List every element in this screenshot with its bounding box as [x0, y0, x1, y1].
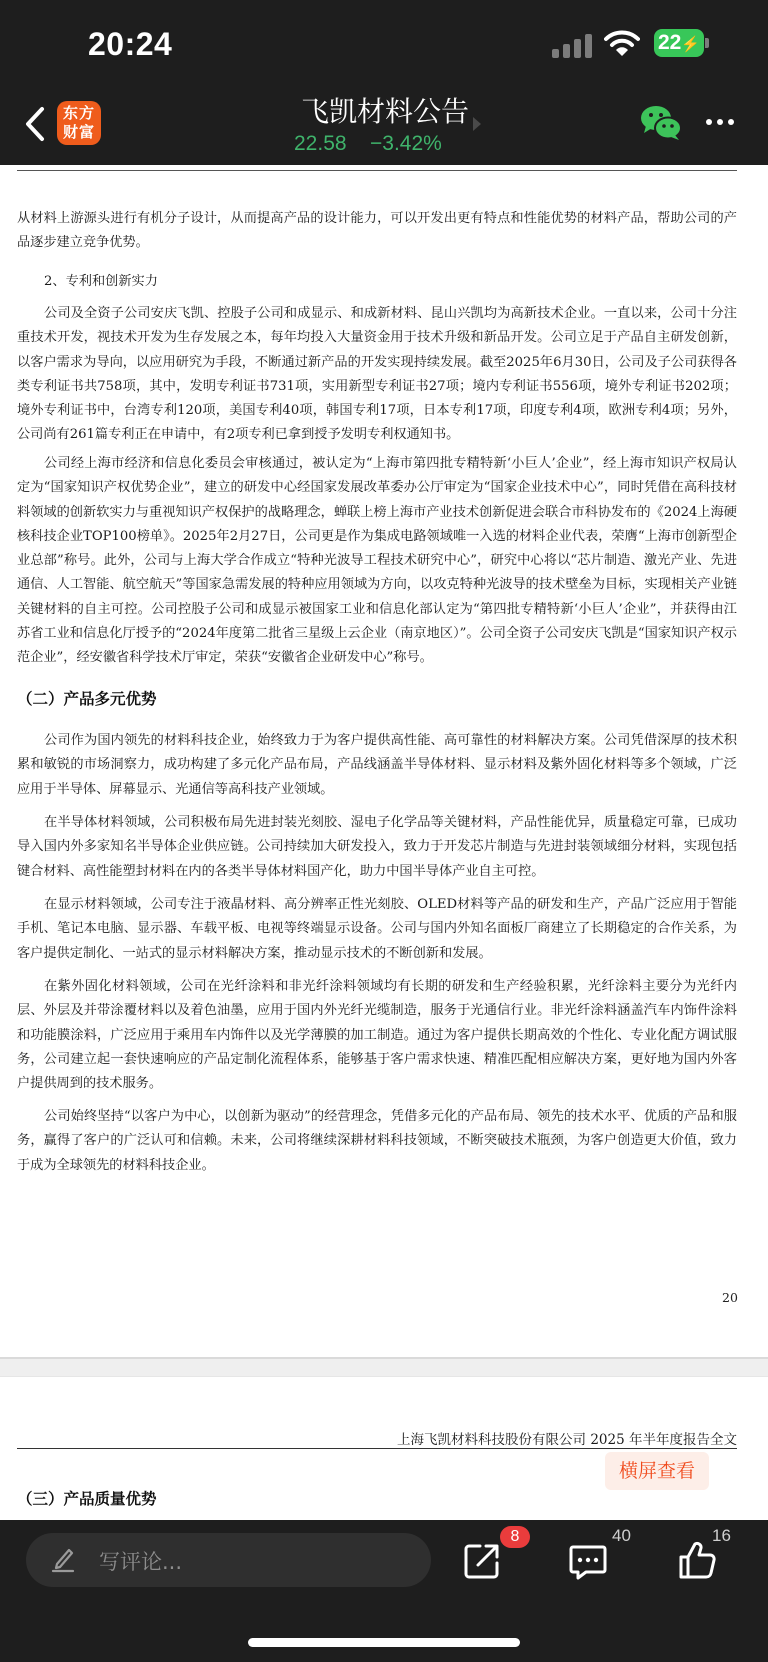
stock-change: −3.42% — [370, 132, 442, 155]
paragraph: 公司始终坚持“以客户为中心，以创新为驱动”的经营理念，凭借多元化的产品布局、领先的技术水平、优质的产品和服务，赢得了客户的广泛认可和信赖。未来，公司将继续深耕材料科技领域，不断突破技术瓶颈，为客户创造更大价值，致力于成为全球领先的材料科技企业。 — [17, 1109, 737, 1173]
share-icon[interactable] — [462, 1541, 502, 1581]
page-divider — [0, 1357, 768, 1377]
paragraph: 公司经上海市经济和信息化委员会审核通过，被认定为“上海市第四批专精特新‘小巨人’企业”，经上海市知识产权局认定为“国家知识产权优势企业”，建立的研发中心经国家发展改革委办公厅审定为“国家企业技术中心”，同时凭借在高科技材料领域的创新软实力与重视知识产权保护的战略理念，蝉联上榜上海市产业技术创新促进会联合市科协发布的《2024上海硬核科技企业TOP100榜单》。2025年2月27日，公司更是作为集成电路领域唯一入选的材料企业代表，荣膺“上海市创新型企业总部”称号。此外，公司与上海大学合作成立“特种光波导工程技术研究中心”，研究中心将以“芯片制造、激光产业、先进通信、人工智能、航空航天”等国家急需发展的特种应用领域为方向，以攻克特种光波导的技术壁垒为目标，实现相关产业链关键材料的自主可控。公司控股子公司和成显示被国家工业和信息化部认定为“第四批专精特新‘小巨人’企业”，并获得由江苏省工业和信息化厅授予的“2024年度第二批省三星级上云企业（南京地区）”。公司全资子公司安庆飞凯是“国家知识产权示范企业”，经安徽省科学技术厅审定，荣获“安徽省企业研发中心”称号。 — [17, 456, 737, 666]
paragraph: 在紫外固化材料领域，公司在光纤涂料和非光纤涂料领域均有长期的研发和生产经验积累，光纤涂料主要分为光纤内层、外层及并带涂覆材料以及着色油墨，应用于国内外光纤光缆制造，服务于光通信行业。非光纤涂料涵盖汽车内饰件涂料和功能膜涂料，广泛应用于乘用车内饰件以及光学薄膜的加工制造。通过为客户提供长期高效的个性化、专业化配方调试服务，公司建立起一套快速响应的产品定制化流程体系，能够基于客户需求快速、精准匹配相应解决方案，更好地为国内外客户提供周到的技术服务。 — [17, 979, 737, 1092]
battery-tip — [705, 38, 709, 48]
wechat-icon[interactable] — [640, 104, 682, 142]
landscape-view-button[interactable]: 横屏查看 — [605, 1452, 709, 1490]
comment-count: 40 — [612, 1526, 631, 1545]
paragraph: 从材料上游源头进行有机分子设计，从而提高产品的设计能力，可以开发出更有特点和性能优势的材料产品，帮助公司的产品逐步建立竞争优势。 — [17, 211, 737, 251]
share-badge: 8 — [500, 1526, 530, 1548]
wifi-icon — [604, 28, 640, 58]
status-time: 20:24 — [88, 26, 173, 62]
paragraph: 在显示材料领域，公司专注于液晶材料、高分辨率正性光刻胶、OLED材料等产品的研发和生产，产品广泛应用于智能手机、笔记本电脑、显示器、车载平板、电视等终端显示设备。公司与国内外知名面板厂商建立了长期稳定的合作关系，为客户提供定制化、一站式的显示材料解决方案，推动显示技术的不断创新和发展。 — [17, 897, 737, 961]
paragraph: 公司作为国内领先的材料科技企业，始终致力于为客户提供高性能、高可靠性的材料解决方案。公司凭借深厚的技术积累和敏锐的市场洞察力，成功构建了多元化产品布局，产品线涵盖半导体材料、显示材料及紫外固化材料等多个领域，广泛应用于半导体、屏幕显示、光通信等高科技产业领域。 — [17, 733, 737, 797]
section-subheading: 2、专利和创新实力 — [44, 274, 158, 289]
page-header-rule — [17, 170, 737, 171]
comment-input[interactable] — [26, 1533, 431, 1587]
page-number: 20 — [722, 1290, 738, 1305]
thumbs-up-icon[interactable] — [678, 1540, 716, 1580]
title-arrow-icon[interactable] — [473, 117, 481, 131]
paragraph: 公司及全资子公司安庆飞凯、控股子公司和成显示、和成新材料、昆山兴凯均为高新技术企业。一直以来，公司十分注重技术开发，视技术开发为生存发展之本，每年均投入大量资金用于技术升级和新品开发。公司立足于产品自主研发创新，以客户需求为导向，以应用研究为手段，不断通过新产品的开发实现持续发展。截至2025年6月30日，公司及子公司获得各类专利证书共758项，其中，发明专利证书731项，实用新型专利证书27项；境内专利证书556项，境外专利证书202项；境外专利证书中，台湾专利120项，美国专利40项，韩国专利17项，日本专利17项，印度专利4项，欧洲专利4项；另外，公司尚有261篇专利正在申请中，有2项专利已拿到授予发明专利权通知书。 — [17, 306, 737, 443]
stock-price: 22.58 — [294, 132, 347, 155]
home-indicator[interactable] — [248, 1638, 520, 1647]
logo-line-2: 财富 — [62, 123, 95, 141]
app-logo[interactable] — [57, 101, 101, 145]
pen-icon — [50, 1545, 76, 1573]
page-header-rule — [17, 1448, 737, 1449]
logo-line-1: 东方 — [62, 104, 95, 122]
paragraph: 在半导体材料领域，公司积极布局先进封装光刻胶、湿电子化学品等关键材料，产品性能优异，质量稳定可靠，已成功导入国内外多家知名半导体企业供应链。公司持续加大研发投入，致力于开发芯片制造与先进封装领域细分材料，实现包括键合材料、高性能塑封材料在内的各类半导体材料国产化，助力中国半导体产业自主可控。 — [17, 815, 737, 879]
section-heading: （二）产品多元优势 — [17, 690, 157, 708]
battery-level: 22 — [658, 31, 682, 54]
top-bar — [0, 0, 768, 165]
battery-indicator: 22⚡ — [654, 29, 704, 57]
section-heading: （三）产品质量优势 — [17, 1490, 157, 1508]
comment-icon[interactable] — [568, 1543, 608, 1581]
more-dots-icon[interactable] — [706, 119, 736, 127]
comment-placeholder[interactable]: 写评论... — [99, 1550, 183, 1574]
page-header: 上海飞凯材料科技股份有限公司 2025 年半年度报告全文 — [397, 1432, 737, 1448]
page-title: 飞凯材料公告 — [300, 95, 469, 128]
back-arrow-icon[interactable] — [20, 104, 50, 144]
like-count: 16 — [712, 1526, 731, 1545]
signal-icon — [552, 30, 594, 58]
